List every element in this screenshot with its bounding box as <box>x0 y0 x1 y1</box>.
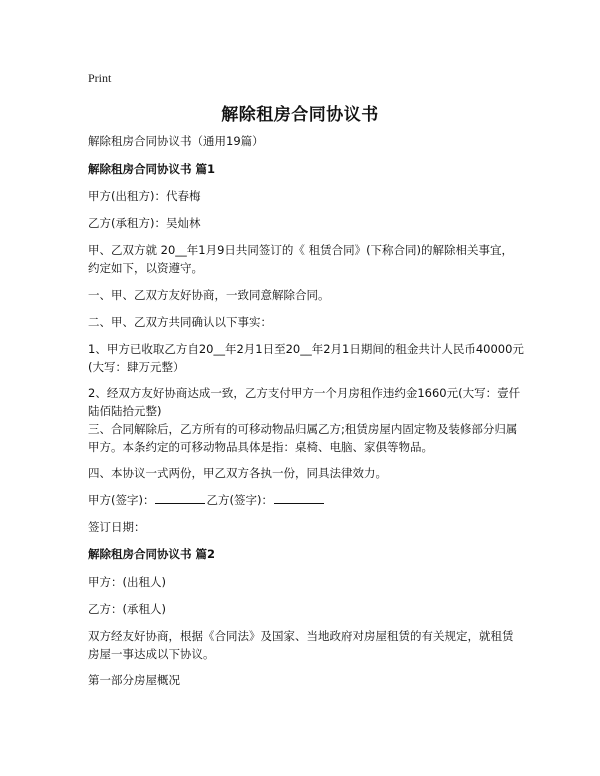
part-1-heading: 第一部分房屋概况 <box>88 673 180 687</box>
sign-date: 签订日期： <box>88 520 146 534</box>
sign-a-label: 甲方(签字)： <box>88 493 155 507</box>
clause-1: 一、甲、乙双方友好协商，一致同意解除合同。 <box>88 288 330 302</box>
clause-2: 二、甲、乙双方共同确认以下事实： <box>88 315 272 329</box>
signature-line <box>88 491 524 509</box>
fact-2: 2、经双方友好协商达成一致，乙方支付甲方一个月房租作违约金1660元(大写：壹仟陆佰陆拾元整) <box>88 386 521 418</box>
sign-b-blank <box>274 491 324 504</box>
party-b-lessee: 乙方(承租方)：吴灿林 <box>88 216 201 230</box>
document-title: 解除租房合同协议书 <box>221 105 379 125</box>
section-2-intro: 双方经友好协商，根据《合同法》及国家、当地政府对房屋租赁的有关规定，就租赁房屋一事达成以下协议。 <box>88 629 514 661</box>
fact-1: 1、甲方已收取乙方自20__年2月1日至20__年2月1日期间的租金共计人民币40000元(大写：肆万元整） <box>88 342 524 374</box>
section-2-heading: 解除租房合同协议书 篇2 <box>88 547 216 561</box>
sign-b-label: 乙方(签字)： <box>206 493 273 507</box>
clause-3: 三、合同解除后，乙方所有的可移动物品归属乙方;租赁房屋内固定物及装修部分归属甲方。本条约定的可移动物品具体是指：桌椅、电脑、家俱等物品。 <box>88 422 518 454</box>
party-a-landlord: 甲方：(出租人) <box>88 575 166 589</box>
clause-4: 四、本协议一式两份，甲乙双方各执一份，同具法律效力。 <box>88 466 387 480</box>
section-1-intro: 甲、乙双方就 20__年1月9日共同签订的《 租赁合同》(下称合同)的解除相关事宜，约定如下，以资遵守。 <box>88 243 514 275</box>
document-subtitle: 解除租房合同协议书（通用19篇） <box>88 134 264 148</box>
party-b-tenant: 乙方：(承租人) <box>88 602 166 616</box>
section-1-heading: 解除租房合同协议书 篇1 <box>88 162 216 176</box>
print-label[interactable]: Print <box>88 71 112 85</box>
sign-a-blank <box>155 491 205 504</box>
party-a-lessor: 甲方(出租方)：代春梅 <box>88 189 201 203</box>
